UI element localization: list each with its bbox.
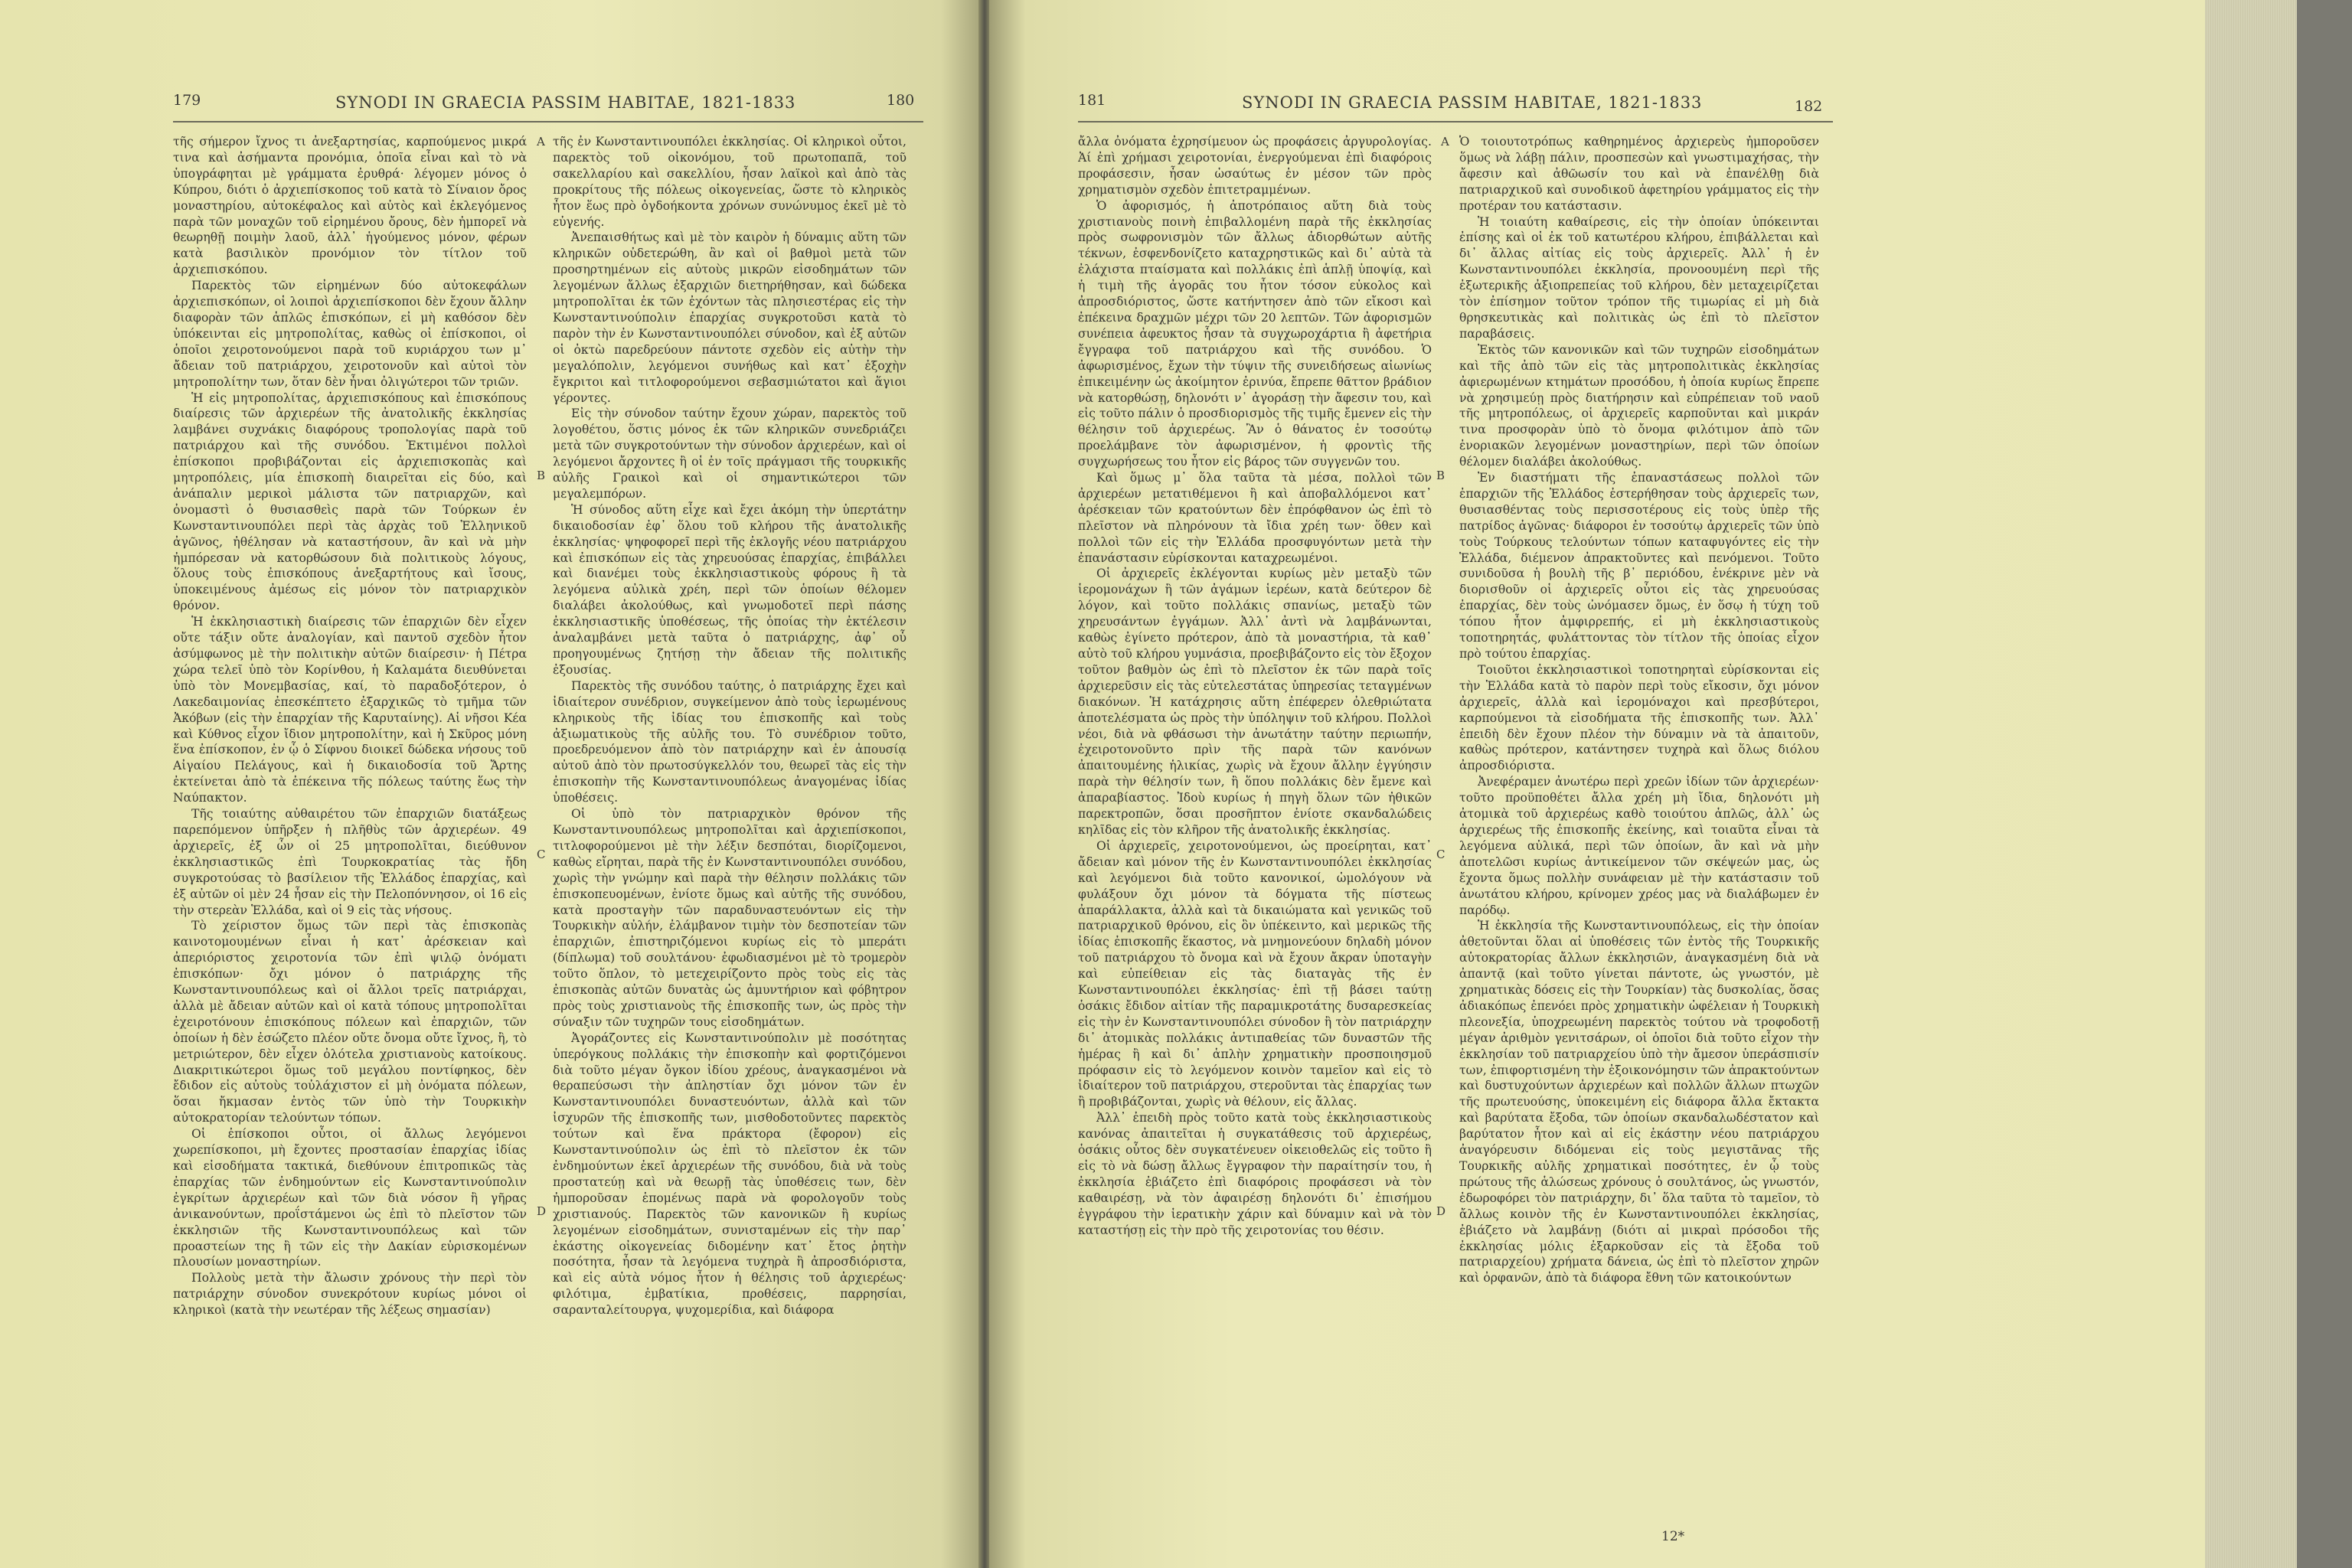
page-number-179: 179 [173,92,201,109]
paragraph: Παρεκτὸς τῆς συνόδου ταύτης, ὁ πατριάρχης ἔχει καὶ ἰδιαίτερον συνέδριον, συγκείμενον ἀπὸ τοὺς ἱερωμένους κληρικοὺς τῆς ἰδίας του ἐπισκοπῆς καὶ τοὺς ἀξιωματικοὺς τῆς αὐλῆς του. Τὸ συνέδριον τοῦτο, προεδρευόμενον ἀπὸ τὸν πατριάρχην καὶ ἐν ἀπουσίᾳ αὐτοῦ ἀπὸ τὸν πρωτοσύγκελλόν του, θεωρεῖ τὰς εἰς τὴν ἐπισκοπὴν τῆς Κωνσταντινουπόλεως ἀναγομένας ἰδίας ὑποθέσεις. [553,678,906,805]
paragraph: τῆς ἐν Κωνσταντινουπόλει ἐκκλησίας. Οἱ κληρικοὶ οὗτοι, παρεκτὸς τοῦ οἰκονόμου, τοῦ πρωτοπαπᾶ, τοῦ σακελλαρίου καὶ σακελλίου, ἦσαν λαϊκοὶ καὶ ἀπὸ τὰς προκρίτους τῆς πόλεως οἰκογενείας, ὥστε τὸ κληρικὸς ἦτον ἕως πρὸ ὀγδοήκοντα χρόνων συνώνυμος ἐκεῖ μὲ τὸ εὐγενής. [553,135,906,229]
paragraph: Καὶ ὅμως μ᾽ ὅλα ταῦτα τὰ μέσα, πολλοὶ τῶν ἀρχιερέων μετατιθέμενοι ἢ καὶ ἀποβαλλόμενοι κατ᾽ ἀρέσκειαν τῶν κρατούντων δὲν ἐπρόφθανον ὡς ἐπὶ τὸ πλεῖστον νὰ πληρόνουν τὰ ἴδια χρέη των· ὅθεν καὶ πολλοὶ τῶν εἰς τὴν Ἑλλάδα προσφυγόντων μετὰ τὴν ἐπανάστασιν εὑρίσκονται καταχρεωμένοι. [1078,471,1432,565]
margin-letter-c: C [537,848,546,861]
paragraph: Οἱ ἀρχιερεῖς ἐκλέγονται κυρίως μὲν μεταξὺ τῶν ἱερομονάχων ἢ τῶν ἀγάμων ἱερέων, κατὰ δεύτερον δὲ λόγον, καὶ τοῦτο πολλάκις σπανίως, μεταξὺ τῶν χηρευσάντων ἐγγάμων. Ἀλλ᾽ ἀντὶ νὰ λαμβάνωνται, καθὼς ἐγίνετο πρότερον, ἀπὸ τὰ μοναστήρια, τὰ καθ᾽ αὐτὸ τοῦ κλήρου γυμνάσια, προεβιβάζοντο εἰς τὸν ἔξοχον τοῦτον βαθμὸν ὡς ἐπὶ τὸ πλεῖστον ἐκ τῶν παρὰ τοῖς ἀρχιερεῦσιν εἰς τὰς εὐτελεστάτας ὑπηρεσίας τεταγμένων διακόνων. Ἡ κατάχρησις αὕτη ἐπέφερεν ὀλεθριώτατα ἀποτελέσματα ὡς πρὸς τὴν ὑπόληψιν τοῦ κλήρου. Πολλοὶ νέοι, διὰ νὰ φθάσωσι τὴν ἀνωτάτην ταύτην περιωπήν, ἐχειροτονοῦντο πρὶν τῆς παρὰ τῶν κανόνων ἀπαιτουμένης ἡλικίας, χωρὶς νὰ ἔχουν ἄλλην ἐγγύησιν παρὰ τὴν θέλησίν των, ἢ ὅπου πολλάκις δὲν ἔμενε καὶ ἀπαραβίαστος. Ἰδοὺ κυρίως ἡ πηγὴ ὅλων τῶν ἠθικῶν παρεκτροπῶν, ὅσαι προσῆπτον ἐνίοτε σκανδαλώδεις κηλῖδας εἰς τὸν κλῆρον τῆς ἀνατολικῆς ἐκκλησίας. [1078,567,1432,837]
column-179 [173,134,527,1470]
paragraph: Τοιοῦτοι ἐκκλησιαστικοὶ τοποτηρηταὶ εὑρίσκονται εἰς τὴν Ἑλλάδα κατὰ τὸ παρὸν περὶ τοὺς εἴκοσιν, ὄχι μόνον ἀρχιερεῖς, ἀλλὰ καὶ ἱερομόναχοι καὶ πρεσβύτεροι, καρπούμενοι τὰ εἰσοδήματα τῆς ἐπισκοπῆς των. Ἀλλ᾽ ἐπειδὴ δὲν ἔχουν πλέον τὴν δύναμιν νὰ τὰ ἀπαιτοῦν, καθὼς πρότερον, κατάντησεν τυχηρὰ καὶ ὅλως διόλου ἀπροσδιόριστα. [1459,662,1819,773]
margin-letter-b: B [537,469,546,482]
running-head-left: SYNODI IN GRAECIA PASSIM HABITAE, 1821-1833 [335,93,796,112]
right-page [989,0,2207,1568]
paragraph: ἄλλα ὀνόματα ἐχρησίμευον ὡς προφάσεις ἀργυρολογίας. Ἀί ἐπὶ χρήμασι χειροτονίαι, ἐνεργούμεναι ἐπὶ διαφόροις προφάσεσιν, ἦσαν ὡσαύτως ἐν μέσον τῶν πρὸς χρηματισμὸν σχεδὸν ἐπιτετραμμένων. [1078,135,1432,197]
left-page [0,0,980,1568]
head-rule-left [173,121,923,122]
head-rule-right [1078,121,1833,122]
margin-letter-b-right: B [1436,469,1446,482]
paragraph: Ἡ ἐκκλησιαστικὴ διαίρεσις τῶν ἐπαρχιῶν δὲν εἶχεν οὔτε τάξιν οὔτε ἀναλογίαν, καὶ παντοῦ σχεδὸν ἦτον ἀσύμφωνος μὲ τὴν πολιτικὴν αὐτῶν διαίρεσιν· ἡ Πέτρα χώρα τελεῖ ὑπὸ τὸν Κορίνθου, ἡ Καλαμάτα διευθύνεται ὑπὸ τὸν Μονεμβασίας, καί, τὸ παραδοξότερον, ὁ Λακεδαιμονίας ἐπεσκέπτετο ἐξαρχικῶς τὸ τμῆμα τῶν Ἀκόβων (εἰς τὴν ἐπαρχίαν τῆς Καρυταίνης). Αἱ νῆσοι Κέα καὶ Κύθνος εἶχον ἴδιον μητροπολίτην, καὶ ἡ Σκῦρος μόνη ἕνα ἐπίσκοπον, ἐν ᾧ ὁ Σίφνου διοικεῖ δώδεκα νήσους τοῦ Αἰγαίου Πελάγους, καὶ ἡ δικαιοδοσία τοῦ Ἄρτης ἐκτείνεται ἀπὸ τὰ ἐπέκεινα τῆς πόλεως ταύτης ἕως τὴν Ναύπακτον. [173,615,527,805]
paragraph: Πολλοὺς μετὰ τὴν ἄλωσιν χρόνους τὴν περὶ τὸν πατριάρχην σύνοδον συνεκρότουν κυρίως μόνοι οἱ κληρικοὶ (κατὰ τὴν νεωτέραν τῆς λέξεως σημασίαν) [173,1271,527,1318]
paragraph: Ἡ ἐκκλησία τῆς Κωνσταντινουπόλεως, εἰς τὴν ὁποίαν ἀθετοῦνται ὅλαι αἱ ὑποθέσεις τῶν ἐντὸς τῆς Τουρκικῆς αὐτοκρατορίας ἄλλων ἐκκλησιῶν, ἀναγκασμένη διὰ νὰ ἀπαντᾷ (καὶ τοῦτο γίνεται πάντοτε, ὡς γνωστόν, μὲ χρηματικὰς δόσεις εἰς τὴν Τουρκίαν) τὰς δυσκολίας, ὅσας ἀδιακόπως ἐπενόει πρὸς χρηματικὴν ὠφέλειαν ἡ Τουρκικὴ πλεονεξία, ὑποχρεωμένη παρεκτὸς τούτου νὰ τροφοδοτῇ μέγαν ἀριθμὸν γενιτσάρων, οἱ ὁποῖοι διὰ τοῦτο εἶχον τὴν ἐκκλησίαν τοῦ πατριαρχείου ὑπὸ τὴν ἄμεσον ὑπεράσπισίν των, ἐπιφορτισμένη τὴν ἐξοικονόμησιν τῶν ἀπρακτούντων καὶ δυστυχούντων ἀρχιερέων καὶ πολλῶν ἄλλων πτωχῶν τῆς πρωτευούσης, ὑποκειμένη εἰς διάφορα ἄλλα ἔκτακτα καὶ βαρύτατα ἔξοδα, τῶν ὁποίων σκανδαλωδέστατον καὶ βαρύτατον ἦτον καὶ αἱ εἰς ἑκάστην νέου πατριάρχου ἀναγόρευσιν διδόμεναι εἰς τοὺς μεγιστᾶνας τῆς Τουρκικῆς αὐλῆς χρηματικαὶ ποσότητες, ἐν ᾧ τοὺς πρώτους τῆς ἁλώσεως χρόνους ὁ σουλτάνος, ὡς γνωστόν, ἐδωροφόρει τὸν πατριάρχην, δι᾽ ὅλα ταῦτα τὸ ταμεῖον, τὸ ἄλλως κοινὸν τῆς ἐν Κωνσταντινουπόλει ἐκκλησίας, ἐβιάζετο νὰ λαμβάνῃ (διότι αἱ μικραὶ πρόσοδοι τῆς ἐκκλησίας μόλις ἐξαρκοῦσαν εἰς τὰ ἔξοδα τοῦ πατριαρχείου) χρήματα δάνεια, ὡς ἐπὶ τὸ πλεῖστον χηρῶν καὶ ὀρφανῶν, ἀπὸ τὰ διάφορα ἔθνη τῶν κατοικούντων [1459,919,1819,1285]
column-182 [1459,134,1819,1470]
paragraph: Ὁ τοιουτοτρόπως καθηρημένος ἀρχιερεὺς ἠμποροῦσεν ὅμως νὰ λάβῃ πάλιν, προσπεσὼν καὶ γνωστιμαχήσας, τὴν ἄφεσιν καὶ ἀθῶωσίν του καὶ νὰ ἐπανέλθῃ διὰ πατριαρχικοῦ καὶ συνοδικοῦ ἀφετηρίου γράμματος εἰς τὴν προτέραν του κατάστασιν. [1459,135,1819,213]
margin-letter-d-right: D [1436,1204,1446,1218]
paragraph: Ἀλλ᾽ ἐπειδὴ πρὸς τοῦτο κατὰ τοὺς ἐκκλησιαστικοὺς κανόνας ἀπαιτεῖται ἡ συγκατάθεσις τοῦ ἀρχιερέως, ὁσάκις οὗτος δὲν συγκατένευεν οἰκειοθελῶς εἰς τοῦτο ἢ εἰς τὸ νὰ δώσῃ ἄλλως ἔγγραφον τὴν παραίτησίν του, ἡ ἐκκλησία ἐβιάζετο ἐπὶ διαφόροις προφάσεσι νὰ τὸν καθαιρέσῃ, νὰ τὸν ἀφαιρέσῃ δηλονότι δι᾽ ἐπισήμου ἐγγράφου τὴν ἱερατικὴν χάριν καὶ δύναμιν καὶ νὰ τὸν καταστήσῃ εἰς τὴν πρὸ τῆς χειροτονίας του θέσιν. [1078,1111,1432,1237]
paragraph: Εἰς τὴν σύνοδον ταύτην ἔχουν χώραν, παρεκτὸς τοῦ λογοθέτου, ὅστις μόνος ἐκ τῶν κληρικῶν συνεδριάζει μετὰ τῶν συγκροτούντων τὴν σύνοδον ἀρχιερέων, καὶ οἱ λεγόμενοι ἄρχοντες ἢ οἱ ἐν τοῖς πράγμασι τῆς τουρκικῆς αὐλῆς Γραικοὶ καὶ οἱ σημαντικώτεροι τῶν μεγαλεμπόρων. [553,407,906,501]
running-head-right: SYNODI IN GRAECIA PASSIM HABITAE, 1821-1833 [1242,93,1703,112]
paragraph: Οἱ ὑπὸ τὸν πατριαρχικὸν θρόνον τῆς Κωνσταντινουπόλεως μητροπολῖται καὶ ἀρχιεπίσκοποι, τιτλοφορούμενοι μὲ τὴν λέξιν δεσπόται, διορίζομενοι, καθὼς εἴρηται, παρὰ τῆς ἐν Κωνσταντινουπόλει συνόδου, χωρὶς τὴν γνώμην καὶ παρὰ τὴν θέλησιν πολλάκις τῶν ἐπισκοπευομένων, ἐνίοτε ὅμως καὶ αὐτῆς τῆς συνόδου, κατὰ προσταγὴν τῶν παραδυναστευόντων εἰς τὴν Τουρκικὴν αὐλήν, ἐλάμβανον τιμὴν τὸν δεσποτείαν τῶν ἐπαρχιῶν, ἐπιστηριζόμενοι κυρίως εἰς τὸ μπεράτι (δίπλωμα) τοῦ σουλτάνου· ἐφωδιασμένοι μὲ τὸ τρομερὸν τοῦτο ὅπλον, τὸ μετεχειρίζοντο πρὸς τοὺς εἰς τὰς ἐπισκοπὰς αὐτῶν δυνατὰς ὡς ἀμυντήριον καὶ φόβητρον πρὸς τοὺς χριστιανοὺς τῆς ἐπισκοπῆς των, ὡς πρὸς τὴν σύναξιν τῶν τυχηρῶν τους εἰσοδημάτων. [553,807,906,1029]
page-number-182: 182 [1795,98,1823,115]
margin-letter-c-right: C [1436,848,1446,861]
paragraph: Ἐκτὸς τῶν κανονικῶν καὶ τῶν τυχηρῶν εἰσοδημάτων καὶ τῆς ἀπὸ τῶν εἰς τὰς μητροπολιτικὰς ἐκκλησίας ἀφιερωμένων κτημάτων προσόδου, ἡ ὁποία κυρίως ἔπρεπε νὰ χρησιμεύῃ πρὸς διατήρησιν καὶ εὐπρέπειαν τοῦ ναοῦ τῆς μητροπόλεως, οἱ ἀρχιερεῖς καρποῦνται καὶ μικράν τινα προσφορὰν ὑπὸ τὸ ὄνομα φιλότιμον ἀπὸ τῶν ἐνοριακῶν λεγομένων μοναστηρίων, περὶ τῶν ὁποίων θέλομεν διαλάβει ἀκολούθως. [1459,342,1819,469]
paragraph: Τὸ χείριστον ὅμως τῶν περὶ τὰς ἐπισκοπὰς καινοτομουμένων εἶναι ἡ κατ᾽ ἀρέσκειαν καὶ ἀπεριόριστος χειροτονία τῶν ἐπὶ ψιλῷ ὀνόματι ἐπισκόπων· ὄχι μόνον ὁ πατριάρχης τῆς Κωνσταντινουπόλεως καὶ οἱ ἄλλοι τρεῖς πατριάρχαι, ἀλλὰ μὲ ἄδειαν αὐτῶν καὶ οἱ κατὰ τόπους μητροπολῖται ἐχειροτόνουν ἐπισκόπους πόλεων καὶ ἐπαρχιῶν, τῶν ὁποίων ἡ δὲν ἐσώζετο πλέον οὔτε ὄνομα οὔτε ἴχνος, ἢ, τὸ μετριώτερον, δὲν εἶχεν ὀλότελα χριστιανοὺς κατοίκους. Διακριτικώτεροι ὅμως τοῦ μεγάλου ποντίφηκος, δὲν ἔδιδον εἰς αὐτοὺς τοὐλάχιστον εἰ μὴ ὀνόματα πόλεων, ὅσαι ἤκμασαν ἐντὸς τῶν ὑπὸ τὴν Τουρκικὴν αὐτοκρατορίαν τελούντων τόπων. [173,919,527,1125]
signature-mark: 12* [1661,1529,1685,1544]
paragraph: Οἱ ἀρχιερεῖς, χειροτονούμενοι, ὡς προείρηται, κατ᾽ ἄδειαν καὶ μόνον τῆς ἐν Κωνσταντινουπόλει ἐκκλησίας καὶ λεγόμενοι διὰ τοῦτο κανονικοί, ὡμολόγουν νὰ φυλάξουν ὄχι μόνον τὰ δόγματα τῆς πίστεως ἀπαράλλακτα, ἀλλὰ καὶ τὰ δικαιώματα καὶ γενικῶς τοῦ πατριαρχικοῦ θρόνου, εἰς ὃν ὑπέκειντο, καὶ μερικῶς τῆς ἰδίας ἐπισκοπῆς ἕκαστος, νὰ μνημονεύουν δηλαδὴ μόνον τοῦ πατριάρχου τὸ ὄνομα καὶ νὰ ἔχουν ἄκραν ὑποταγὴν καὶ εὐπείθειαν εἰς τὰς διαταγὰς τῆς ἐν Κωνσταντινουπόλει ἐκκλησίας· ἐπὶ τῇ βάσει ταύτῃ ὁσάκις ἔδιδον αἰτίαν τῆς παραμικροτάτης δυσαρεσκείας εἰς τὴν ἐν Κωνσταντινουπόλει σύνοδον ἢ τὸν πατριάρχην δι᾽ ἀτομικὰς πολλάκις ἀντιπαθείας τῶν δυναστῶν τῆς ἡμέρας ἢ καὶ δι᾽ ἁπλὴν χρηματικὴν προσποιησμοῦ πρόφασιν εἰς τὸ λεγόμενον κοινὸν ταμεῖον καὶ εἰς τὸ ἰδιαίτερον τοῦ πατριάρχου, στεροῦνται τὰς ἐπαρχίας των ἢ προβιβάζονται, χωρὶς νὰ θέλουν, εἰς ἄλλας. [1078,838,1432,1109]
paragraph: Ἀνεφέραμεν ἀνωτέρω περὶ χρεῶν ἰδίων τῶν ἀρχιερέων· τοῦτο προϋποθέτει ἄλλα χρέη μὴ ἴδια, δηλονότι μὴ ἀτομικὰ τοῦ ἀρχιερέως καθὸ τοιούτου ἁπλῶς, ἀλλ᾽ ὡς ἀρχιερέως τῆς ἐπισκοπῆς ἐκείνης, καὶ τοιαῦτα εἶναι τὰ λεγόμενα αὐλικά, περὶ τῶν ὁποίων, ἂν καὶ νὰ μὴν ἀποτελῶσι κυρίως ἀντικείμενον τῶν σκέψεών μας, ὡς ἔχοντα ὅμως πολλὴν συνάφειαν μὲ τὴν κατάστασιν τοῦ ἀνωτάτου κλήρου, κρίνομεν χρέος μας νὰ διαλάβωμεν ἐν παρόδῳ. [1459,775,1819,917]
paragraph: τῆς σήμερον ἴχνος τι ἀνεξαρτησίας, καρπούμενος μικρά τινα καὶ ἀσήμαντα προνόμια, ὁποῖα εἶναι καὶ τὸ νὰ ὑπογράφηται μὲ γράμματα ἐρυθρά· λέγομεν μόνος ὁ Κύπρου, διότι ὁ ἀρχιεπίσκοπος τοῦ κατὰ τὸ Σίναιον ὄρος μοναστηρίου, αὐτοκέφαλος καὶ αὐτὸς καὶ ἐκλεγόμενος παρὰ τῶν μοναχῶν τοῦ εἰρημένου ὄρους, δὲν ἠμπορεῖ νὰ θεωρηθῇ ποιμὴν λαοῦ, ἀλλ᾽ ἡγούμενος μόνον, φέρων κατὰ βασιλικὸν προνόμιον τὸν τίτλον τοῦ ἀρχιεπισκόπου. [173,135,527,277]
paragraph: Ἀνεπαισθήτως καὶ μὲ τὸν καιρὸν ἡ δύναμις αὕτη τῶν κληρικῶν οὐδετερώθη, ἂν καὶ οἱ βαθμοὶ μετὰ τῶν προσηρτημένων εἰς αὐτοὺς μικρῶν εἰσοδημάτων τῶν λεγομένων ἄλλως ἐξαρχιῶν διετηρήθησαν, καὶ δώδεκα μητροπολῖται ἐκ τῶν ἐχόντων τὰς πλησιεστέρας εἰς τὴν Κωνσταντινούπολιν ἐπαρχίας συγκροτοῦσι κατὰ τὸ παρὸν τὴν ἐν Κωνσταντινουπόλει σύνοδον, καὶ ἐξ αὐτῶν οἱ ὀκτὼ παρεδρεύουν πάντοτε σχεδὸν εἰς αὐτὴν τὴν μεγαλόπολιν, λεγόμενοι συνήθως καὶ κατ᾽ ἐξοχὴν ἔγκριτοι καὶ τιτλοφορούμενοι σεβασμιώτατοι καὶ ἅγιοι γέροντες. [553,230,906,405]
paragraph: Ἐν διαστήματι τῆς ἐπαναστάσεως πολλοὶ τῶν ἐπαρχιῶν τῆς Ἑλλάδος ἐστερήθησαν τοὺς ἀρχιερεῖς των, θυσιασθέντας τοὺς περισσοτέρους εἰς τοὺς ὑπὲρ τῆς πατρίδος ἀγῶνας· διάφοροι ἐν τοσούτῳ ἀρχιερεῖς τῶν ὑπὸ τοὺς Τούρκους τελούντων τόπων καταφυγόντες εἰς τὴν Ἑλλάδα, διέμενον ἀπρακτοῦντες καὶ πενόμενοι. Τοῦτο συνιδοῦσα ἡ βουλὴ τῆς β᾽ περιόδου, ἐνέκρινε μὲν νὰ διορισθοῦν οἱ ἀρχιερεῖς οὗτοι εἰς τὰς χηρευούσας ἐπαρχίας, δὲν τοὺς ὠνόμασεν ὅμως, ἐν ὅσῳ ἡ τύχη τοῦ τόπου ἦτον ἀμφιρρεπής, εἰ μὴ ἐκκλησιαστικοὺς τοποτηρητάς, φυλάττοντας τὸν τίτλον τῆς ὁποίας εἶχον πρὸ τούτου ἐπαρχίας. [1459,471,1819,661]
paragraph: Ἡ σύνοδος αὕτη εἶχε καὶ ἔχει ἀκόμη τὴν ὑπερτάτην δικαιοδοσίαν ἐφ᾽ ὅλου τοῦ κλήρου τῆς ἀνατολικῆς ἐκκλησίας· ψηφοφορεῖ περὶ τῆς ἐκλογῆς νέου πατριάρχου καὶ ἐπισκόπων εἰς τὰς χηρευούσας ἐπαρχίας, ἐπιβάλλει καὶ διανέμει τοὺς ἐκκλησιαστικοὺς φόρους ἢ τὰ λεγόμενα αὐλικὰ χρέη, περὶ τῶν ὁποίων θέλομεν διαλάβει ἀκολούθως, καὶ γνωμοδοτεῖ περὶ πάσης ἐκκλησιαστικῆς ὑποθέσεως, τῆς ὁποίας τὴν ἐκτέλεσιν ἀναλαμβάνει μετὰ ταῦτα ὁ πατριάρχης, ἀφ᾽ οὗ προηγουμένως ζητήσῃ τὴν ἄδειαν τῆς πολιτικῆς ἐξουσίας. [553,502,906,677]
paragraph: Ἡ εἰς μητροπολίτας, ἀρχιεπισκόπους καὶ ἐπισκόπους διαίρεσις τῶν ἀρχιερέων τῆς ἀνατολικῆς ἐκκλησίας λαμβάνει συχνάκις διαφόρους τροπολογίας παρὰ τοῦ πατριάρχου καὶ τῆς συνόδου. Ἐκτιμένοι πολλοὶ ἐπίσκοποι προβιβάζονται εἰς ἀρχιεπισκοπὰς καὶ μητροπόλεις, μία ἐπισκοπὴ διαιρεῖται εἰς δύο, καὶ ἀνάπαλιν μερικοὶ μάλιστα τῶν πατριαρχῶν, καὶ ὀνομαστὶ ὁ θυσιασθεὶς παρὰ τῶν Τούρκων ἐν Κωνσταντινουπόλει περὶ τὰς ἀρχὰς τοῦ Ἑλληνικοῦ ἀγῶνος, ἠθέλησαν νὰ καταστήσουν, ἂν καὶ νὰ μὴν ἠμπόρεσαν νὰ κατορθώσουν διὰ πολιτικοὺς λόγους, ὅλους τοὺς ἐπισκόπους ἀνεξαρτήτους καὶ ἴσους, ὑποκειμένους ἀμέσως εἰς μόνον τὸν πατριαρχικὸν θρόνον. [173,390,527,613]
book-cover [2297,0,2352,1568]
paragraph: Ὁ ἀφορισμός, ἡ ἀποτρόπαιος αὕτη διὰ τοὺς χριστιανοὺς ποινὴ ἐπιβαλλομένη παρὰ τῆς ἐκκλησίας πρὸς σωφρονισμὸν τῶν ἄλλως ἀδιορθώτων αὐτῆς τέκνων, ἐσφενδονίζετο καταχρηστικῶς καὶ δι᾽ αὐτὰ τὰ ἐλάχιστα πταίσματα καὶ πολλάκις ἐπὶ ἁπλῇ ὑποψίᾳ, καὶ ἡ τιμὴ τῆς ἀγορᾶς του ἦτον τόσον εὐκολος καὶ ἀπροσδιόριστος, ὥστε κατήντησεν ἀπὸ τῶν εἴκοσι καὶ ἐπέκεινα δραχμῶν μέχρι τῶν 20 λεπτῶν. Τῶν ἀφορισμῶν συνέπεια ἀφευκτος ἦσαν τὰ συγχωροχάρτια ἢ ἀφετήρια ἔγγραφα τοῦ πατριάρχου καὶ τῆς συνόδου. Ὁ ἀφωρισμένος, ἔχων τὴν τύψιν τῆς συνειδήσεως αἰωνίως ἐπικειμένην ὡς ἀκοίμητον ἐρινύα, ἔπρεπε θᾶττον βράδιον νὰ κατορθώσῃ, δηλονότι ν᾽ ἀγοράσῃ τὴν ἄφεσιν του, καὶ εἰς τοῦτο πάλιν ὁ προσδιορισμὸς τῆς τιμῆς ἔμενεν εἰς τὴν θέλησιν τοῦ ἀρχιερέως. Ἂν ὁ θάνατος ἐν τοσούτῳ προελάμβανε τὸν ἀφωρισμένον, ἡ φροντὶς τῆς συγχωρήσεως του ἦτον εἰς βάρος τῶν συγγενῶν του. [1078,198,1432,469]
page-number-181: 181 [1078,92,1106,109]
margin-letter-a-right: A [1441,135,1449,149]
paragraph: Τῆς τοιαύτης αὐθαιρέτου τῶν ἐπαρχιῶν διατάξεως παρεπόμενον ὑπῆρξεν ἡ πλῆθὺς τῶν ἀρχιερέων. 49 ἀρχιερεῖς, ἐξ ὧν οἱ 25 μητροπολῖται, διεύθυνον ἐκκλησιαστικῶς ἐπὶ Τουρκοκρατίας τὰς ἤδη συγκροτούσας τὸ βασίλειον τῆς Ἑλλάδος ἐπαρχίας, καὶ ἐξ αὐτῶν οἱ μὲν 24 ἦσαν εἰς τὴν Πελοπόννησον, οἱ 16 εἰς τὴν στερεὰν Ἑλλάδα, καὶ οἱ 9 εἰς τὰς νήσους. [173,807,527,917]
paragraph: Ἀγοράζοντες εἰς Κωνσταντινούπολιν μὲ ποσότητας ὑπερόγκους πολλάκις τὴν ἐπισκοπὴν καὶ φορτιζόμενοι διὰ τοῦτο μέγαν ὄγκον ἰδίου χρέους, ἀναγκασμένοι νὰ θεραπεύσωσι τὴν ἀπληστίαν ὄχι μόνον τῶν ἐν Κωνσταντινουπόλει δυναστευόντων, ἀλλὰ καὶ τῶν ἰσχυρῶν τῆς ἐπισκοπῆς των, μισθοδοτοῦντες παρεκτὸς τούτων καὶ ἕνα πράκτορα (ἔφορον) εἰς Κωνσταντινούπολιν ὡς ἐπὶ τὸ πλεῖστον ἐκ τῶν ἐνδημούντων ἐκεῖ ἀρχιερέων τῆς συνόδου, διὰ νὰ τοὺς προστατεύῃ καὶ νὰ θεωρῇ τὰς ὑποθέσεις των, δὲν ἠμποροῦσαν ἑπομένως παρὰ νὰ φορολογοῦν τοὺς χριστιανούς. Παρεκτὸς τῶν κανονικῶν ἢ κυρίως λεγομένων εἰσοδημάτων, συνισταμένων εἰς τὴν παρ᾽ ἑκάστης οἰκογενείας διδομένην κατ᾽ ἔτος ῥητὴν ποσότητα, ἦσαν τὰ λεγόμενα τυχηρὰ ἢ ἀπροσδιόριστα, καὶ εἰς αὐτὰ νόμος ἦτον ἡ θέλησις τοῦ ἀρχιερέως· φιλότιμα, ἐμβατίκια, προθέσεις, παρρησίαι, σαρανταλείτουργα, ψυχομερίδια, καὶ διάφορα [553,1031,906,1318]
page-edges [2205,0,2297,1568]
column-181 [1078,134,1432,1452]
margin-letter-a: A [537,135,545,149]
column-180 [553,134,906,1470]
paragraph: Παρεκτὸς τῶν εἰρημένων δύο αὐτοκεφάλων ἀρχιεπισκόπων, οἱ λοιποὶ ἀρχιεπίσκοποι δὲν ἔχουν ἄλλην διαφορὰν τῶν ἁπλῶς ἐπισκόπων, εἰ μὴ καθόσον δὲν ὑπόκεινται εἰς μητροπολίτας, καθὼς οἱ ἐπίσκοποι, οἱ ὁποῖοι χειροτονούμενοι παρὰ τοῦ κυριάρχου των μ᾽ ἄδειαν τοῦ πατριάρχου, χειροτονοῦν καὶ αὐτοὶ τὸν μητροπολίτην των, ὅταν δὲν ἦναι ὀλιγώτεροι τῶν τριῶν. [173,279,527,389]
page-number-180: 180 [887,92,915,109]
paragraph: Οἱ ἐπίσκοποι οὗτοι, οἱ ἄλλως λεγόμενοι χωρεπίσκοποι, μὴ ἔχοντες προστασίαν ἐπαρχίας ἰδίας καὶ εἰσοδήματα τακτικά, διεθύνουν ἐπιτροπικῶς τὰς ἐπαρχίας τῶν ἐνδημούντων εἰς Κωνσταντινούπολιν ἐγκρίτων ἀρχιερέων καὶ τῶν διὰ νόσον ἢ γῆρας ἀνικανούντων, προΐστάμενοι ὡς ἐπὶ τὸ πλεῖστον τῶν ἐκκλησιῶν τῆς Κωνσταντινουπόλεως καὶ τῶν προαστείων της ἢ τῶν εἰς τὴν Δακίαν εὑρισκομένων πλουσίων μοναστηρίων. [173,1127,527,1269]
paragraph: Ἡ τοιαύτη καθαίρεσις, εἰς τὴν ὁποίαν ὑπόκεινται ἐπίσης καὶ οἱ ἐκ τοῦ κατωτέρου κλήρου, ἐπιβάλλεται καὶ δι᾽ ἄλλας αἰτίας εἰς τοὺς ἀρχιερεῖς. Ἀλλ᾽ ἡ ἐν Κωνσταντινουπόλει ἐκκλησία, προνοουμένη περὶ τῆς ἐξωτερικῆς ἀξιοπρεπείας τοῦ κλήρου, δὲν μεταχειρίζεται τὸν ἐπίσημον τοῦτον τρόπον τῆς τιμωρίας εἰ μὴ διὰ θρησκευτικὰς καὶ πολιτικὰς ὡς ἐπὶ τὸ πλεῖστον παραβάσεις. [1459,214,1819,341]
margin-letter-d: D [537,1204,547,1218]
